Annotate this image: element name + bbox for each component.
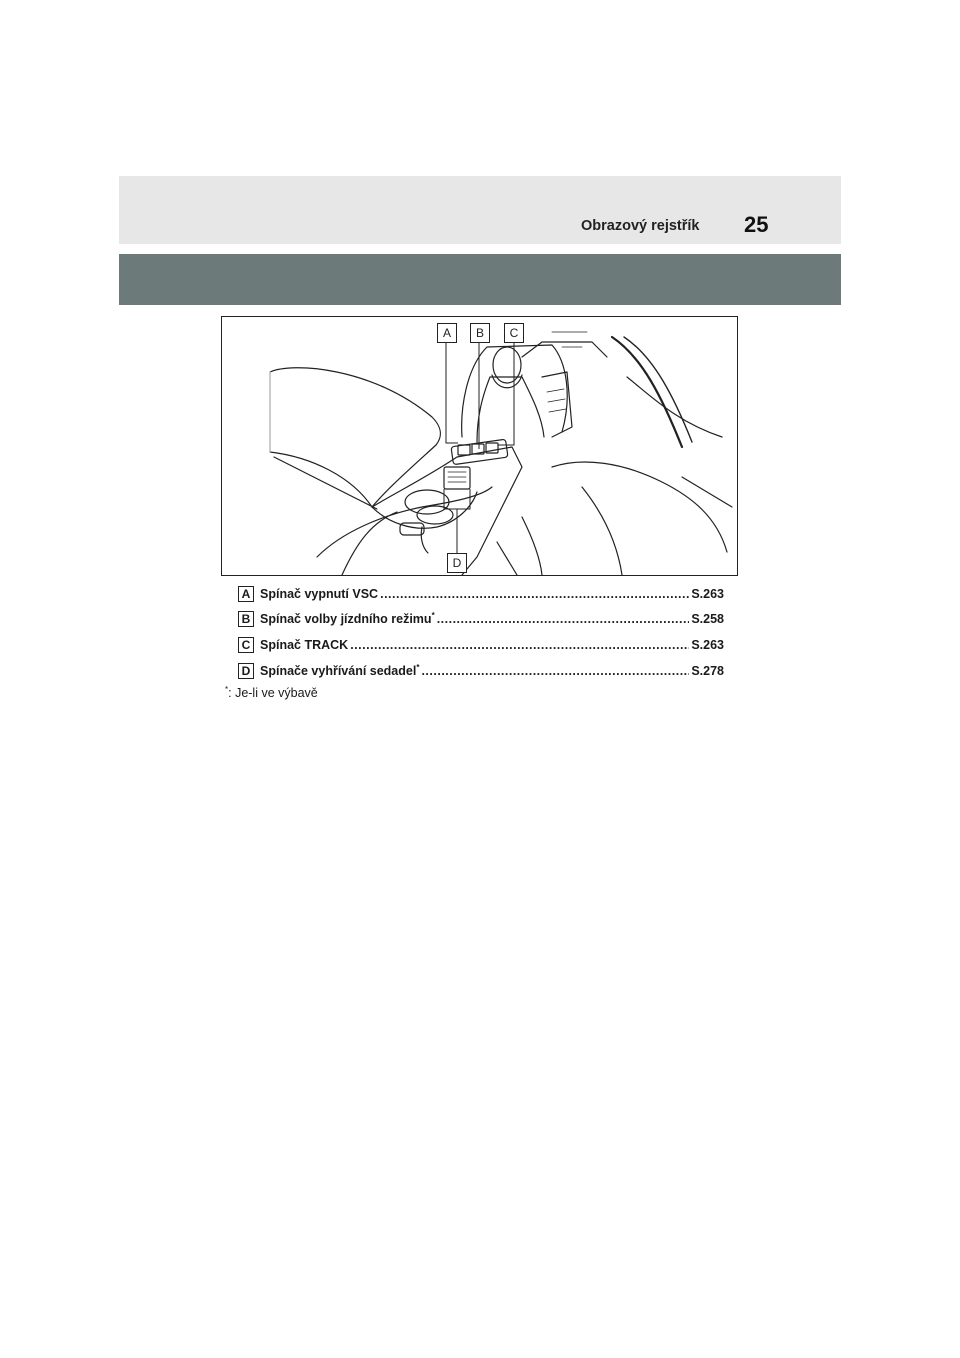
callout-leader-lines	[222, 317, 737, 575]
page-reference: S.258	[691, 612, 724, 626]
legend-badge: D	[238, 663, 254, 679]
callout-b: B	[470, 323, 490, 343]
dot-leader	[437, 612, 690, 626]
page-reference: S.263	[691, 638, 724, 652]
legend-label: Spínač TRACK	[260, 638, 349, 653]
callout-d: D	[447, 553, 467, 573]
legend-label: Spínače vyhřívání sedadel*	[260, 663, 420, 679]
footnote	[225, 685, 318, 700]
legend-item-drive-mode	[238, 609, 724, 629]
section-bar	[119, 254, 841, 305]
legend-badge: A	[238, 586, 254, 602]
legend-label: Spínač vypnutí VSC	[260, 587, 379, 602]
page-reference: S.278	[691, 664, 724, 678]
dot-leader	[421, 664, 689, 678]
legend-badge: C	[238, 637, 254, 653]
legend-badge: B	[238, 611, 254, 627]
legend-item-seat-heater	[238, 661, 724, 681]
dot-leader	[350, 638, 689, 652]
legend-item-vsc-off	[238, 584, 724, 604]
center-console-illustration	[221, 316, 738, 576]
header-band	[119, 176, 841, 244]
footnote-marker: *	[225, 685, 229, 694]
page-number: 25	[744, 212, 769, 237]
callout-c: C	[504, 323, 524, 343]
callout-a: A	[437, 323, 457, 343]
legend-item-track	[238, 635, 724, 655]
footnote-text: : Je-li ve výbavě	[228, 686, 318, 701]
page-reference: S.263	[691, 587, 724, 601]
dot-leader	[380, 587, 689, 601]
legend-label: Spínač volby jízdního režimu*	[260, 611, 435, 627]
section-title: Obrazový rejstřík	[581, 218, 700, 234]
